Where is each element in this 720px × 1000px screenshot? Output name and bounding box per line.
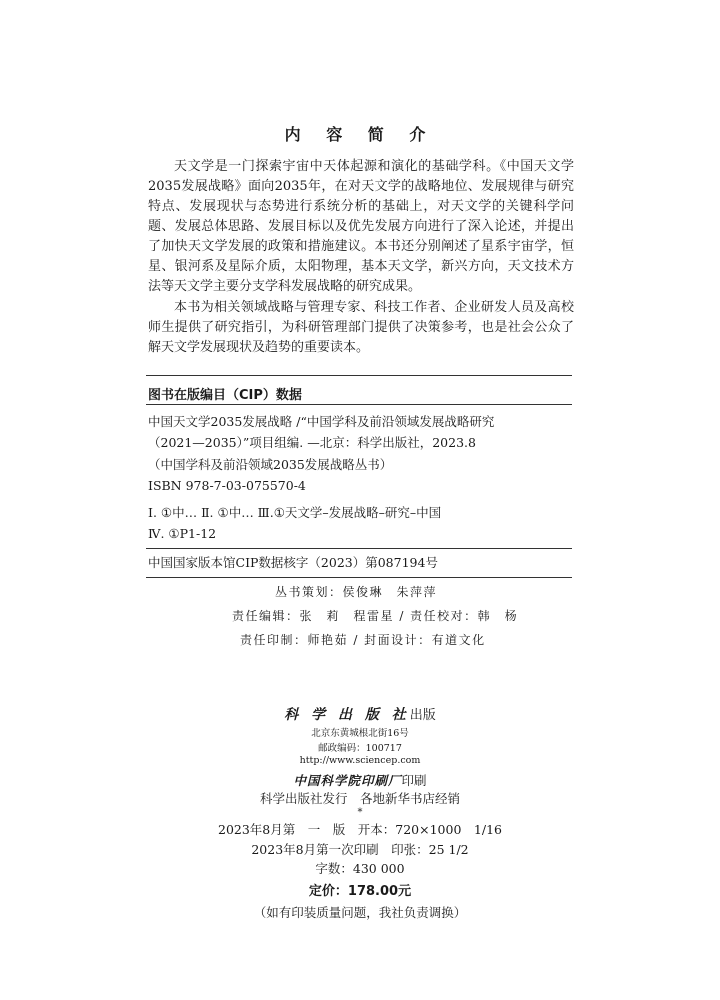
cip-line-2: （2021—2035）”项目组编. —北京：科学出版社，2023.8 — [148, 435, 476, 450]
credit-editors: 责任编辑：张 莉 程雷星 / 责任校对：韩 杨 — [232, 609, 519, 623]
publisher-name: 科 学 出 版 社 — [284, 707, 410, 723]
cip-heading-rule — [146, 404, 572, 405]
publisher-website: http://www.sciencep.com — [299, 755, 421, 766]
cip-bottom-rule — [146, 577, 572, 578]
price: 定价：178.00元 — [308, 884, 412, 899]
summary-paragraph-1 — [148, 157, 574, 297]
cip-line-3: （中国学科及前沿领域2035发展战略丛书） — [148, 457, 393, 472]
summary-paragraph-2 — [148, 298, 574, 358]
summary-paragraph-1-text: 天文学是一门探索宇宙中天体起源和演化的基础学科。《中国天文学2035发展战略》面向2035年，在对天文学的战略地位、发展规律与研究特点、发展现状与态势进行系统分析的基础上，对天文学的关键科学问题、发展总体思路、发展目标以及优先发展方向进行了深入论述，并提出了加快天文学发展的政策和措施建议。本书还分别阐述了星系宇宙学，恒星、银河系及星际介质，太阳物理，基本天文学，新兴方向，天文技术方法等天文学主要分支学科发展战略的研究成果。 — [148, 159, 574, 294]
word-count: 字数：430 000 — [315, 861, 405, 876]
publisher-line — [0, 704, 720, 724]
printer-name: 中国科学院印刷厂 — [293, 773, 402, 788]
quality-notice: （如有印装质量问题，我社负责调换） — [253, 905, 467, 920]
cip-line-1: 中国天文学2035发展战略 /“中国学科及前沿领域发展战略研究 — [148, 414, 495, 429]
cip-record-number: 中国国家版本馆CIP数据核字（2023）第087194号 — [148, 555, 438, 570]
distribution: 科学出版社发行 各地新华书店经销 — [259, 791, 460, 806]
edition-format: 2023年8月第 一 版 开本：720×1000 1/16 — [218, 822, 502, 837]
printer-line — [0, 770, 720, 789]
cip-classification-2: Ⅳ. ①P1-12 — [148, 526, 217, 541]
cip-record-rule — [146, 548, 572, 549]
summary-paragraph-2-text: 本书为相关领域战略与管理专家、科技工作者、企业研发人员及高校师生提供了研究指引，为科研管理部门提供了决策参考，也是社会公众了解天文学发展现状及趋势的重要读本。 — [148, 300, 574, 355]
cip-top-rule — [146, 375, 572, 376]
separator-star: * — [357, 807, 363, 818]
publisher-address: 北京东黄城根北街16号 — [311, 728, 409, 739]
credit-printing-design: 责任印制：师艳茹 / 封面设计：有道文化 — [240, 633, 486, 647]
printing-sheets: 2023年8月第一次印刷 印张：25 1/2 — [251, 842, 469, 857]
publisher-postcode: 邮政编码：100717 — [318, 743, 402, 754]
cip-isbn: ISBN 978-7-03-075570-4 — [148, 478, 306, 493]
summary-title: 内 容 简 介 — [284, 125, 436, 144]
credit-series-planning: 丛书策划：侯俊琳 朱萍萍 — [275, 585, 438, 599]
publisher-name-suffix: 出版 — [409, 708, 436, 723]
cip-heading: 图书在版编目（CIP）数据 — [148, 388, 302, 403]
cip-classification-1: Ⅰ. ①中… Ⅱ. ①中… Ⅲ.①天文学–发展战略–研究–中国 — [148, 505, 442, 520]
printer-suffix: 印刷 — [401, 773, 427, 788]
